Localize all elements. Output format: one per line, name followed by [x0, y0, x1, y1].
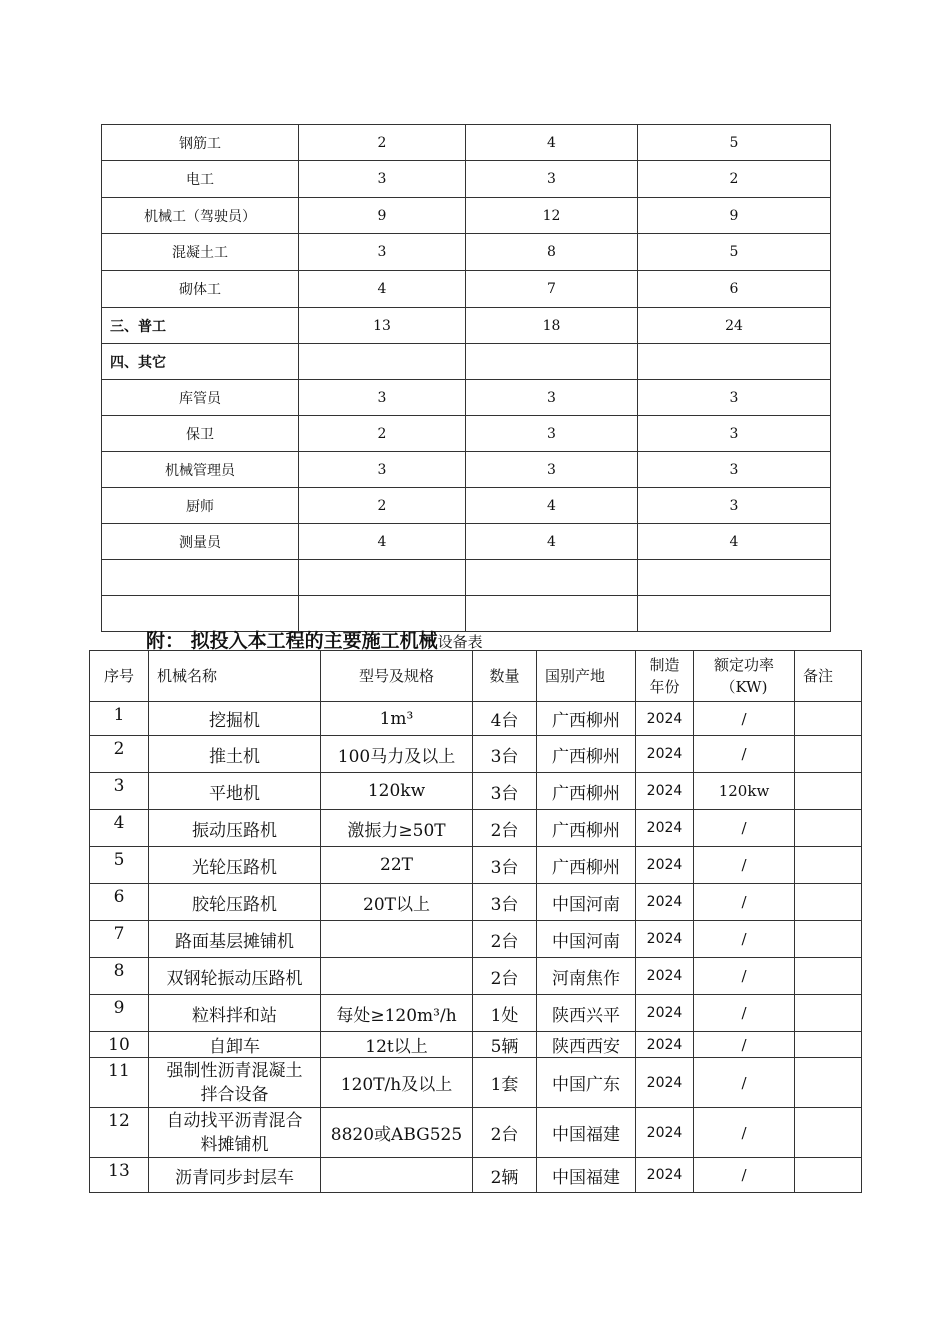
staffing-count-cell: 4 [299, 271, 466, 308]
machine-model [321, 921, 473, 958]
staffing-count-cell [299, 560, 466, 596]
machine-note [795, 736, 862, 773]
staffing-count-cell: 3 [299, 161, 466, 198]
staffing-count-cell: 3 [638, 452, 831, 488]
machine-qty: 3台 [473, 884, 537, 921]
machine-year: 2024 [636, 847, 694, 884]
staffing-role-cell: 钢筋工 [102, 125, 299, 161]
machine-origin: 中国河南 [537, 921, 636, 958]
machine-name: 粒料拌和站 [149, 995, 321, 1032]
machinery-row [90, 1108, 862, 1158]
header-name: 机械名称 [149, 651, 321, 702]
machine-power: / [694, 736, 795, 773]
machine-year: 2024 [636, 702, 694, 736]
machine-model: 每处≥120m³/h [321, 995, 473, 1032]
staffing-count-cell: 3 [466, 452, 638, 488]
machine-power: / [694, 921, 795, 958]
machine-note [795, 995, 862, 1032]
machine-model: 12t以上 [321, 1032, 473, 1058]
row-number: 4 [90, 810, 149, 847]
staffing-count-cell: 4 [466, 488, 638, 524]
staffing-count-cell: 4 [466, 125, 638, 161]
staffing-count-cell: 6 [638, 271, 831, 308]
staffing-count-cell: 7 [466, 271, 638, 308]
machine-name: 双钢轮振动压路机 [149, 958, 321, 995]
header-power [694, 651, 795, 702]
machine-model: 22T [321, 847, 473, 884]
machine-name: 胶轮压路机 [149, 884, 321, 921]
machine-power: / [694, 1058, 795, 1108]
staffing-role-cell: 电工 [102, 161, 299, 198]
staffing-role-cell: 厨师 [102, 488, 299, 524]
machinery-row [90, 958, 862, 995]
machine-note [795, 1158, 862, 1193]
machine-qty: 5辆 [473, 1032, 537, 1058]
machine-qty: 2台 [473, 921, 537, 958]
header-power-line2: （KW) [720, 678, 768, 696]
staffing-role-cell: 三、普工 [102, 308, 299, 344]
machinery-row [90, 995, 862, 1032]
machine-power: / [694, 1032, 795, 1058]
row-number: 3 [90, 773, 149, 810]
staffing-count-cell: 12 [466, 198, 638, 234]
row-number: 7 [90, 921, 149, 958]
staffing-role-cell: 机械管理员 [102, 452, 299, 488]
staffing-role-cell: 测量员 [102, 524, 299, 560]
staffing-count-cell [466, 560, 638, 596]
machinery-table [89, 650, 862, 1193]
header-origin: 国别产地 [537, 651, 636, 702]
machinery-row [90, 736, 862, 773]
row-number: 12 [90, 1108, 149, 1158]
staffing-count-cell: 3 [299, 452, 466, 488]
header-qty: 数量 [473, 651, 537, 702]
staffing-count-cell [466, 344, 638, 380]
machine-note [795, 921, 862, 958]
machine-name: 路面基层摊铺机 [149, 921, 321, 958]
machine-model: 120T/h及以上 [321, 1058, 473, 1108]
machine-power: / [694, 1108, 795, 1158]
staffing-count-cell: 4 [638, 524, 831, 560]
machine-qty: 2台 [473, 958, 537, 995]
machine-note [795, 702, 862, 736]
machine-name: 自卸车 [149, 1032, 321, 1058]
machinery-table-caption [146, 626, 483, 653]
staffing-role-cell [102, 560, 299, 596]
header-year-line2: 年份 [649, 678, 680, 696]
machine-qty: 1套 [473, 1058, 537, 1108]
machine-origin: 中国福建 [537, 1108, 636, 1158]
header-year-line1: 制造 [649, 656, 680, 674]
machine-qty: 2台 [473, 1108, 537, 1158]
header-note: 备注 [795, 651, 862, 702]
machine-note [795, 958, 862, 995]
machine-note [795, 810, 862, 847]
machine-name: 推土机 [149, 736, 321, 773]
machine-year: 2024 [636, 921, 694, 958]
header-model: 型号及规格 [321, 651, 473, 702]
machinery-row [90, 1058, 862, 1108]
machine-year: 2024 [636, 773, 694, 810]
staffing-count-cell: 8 [466, 234, 638, 271]
machine-note [795, 1032, 862, 1058]
machine-qty: 2台 [473, 810, 537, 847]
staffing-table [101, 124, 831, 632]
machine-model [321, 1158, 473, 1193]
machine-qty: 2辆 [473, 1158, 537, 1193]
header-no: 序号 [90, 651, 149, 702]
machine-power: / [694, 958, 795, 995]
machine-year: 2024 [636, 1058, 694, 1108]
machine-name-line1: 自动找平沥青混合 [166, 1110, 303, 1131]
row-number: 8 [90, 958, 149, 995]
machine-model: 120kw [321, 773, 473, 810]
staffing-count-cell: 4 [466, 524, 638, 560]
machine-origin: 河南焦作 [537, 958, 636, 995]
staffing-count-cell: 5 [638, 125, 831, 161]
machine-year: 2024 [636, 1032, 694, 1058]
machine-origin: 中国广东 [537, 1058, 636, 1108]
staffing-count-cell: 3 [466, 416, 638, 452]
machine-origin: 广西柳州 [537, 736, 636, 773]
machine-name: 振动压路机 [149, 810, 321, 847]
staffing-role-cell: 保卫 [102, 416, 299, 452]
staffing-row [102, 452, 831, 488]
staffing-role-cell: 混凝土工 [102, 234, 299, 271]
machine-power: / [694, 847, 795, 884]
staffing-count-cell: 3 [466, 380, 638, 416]
caption-main: 附： 拟投入本工程的主要施工机械 [146, 630, 438, 652]
machine-power: 120kw [694, 773, 795, 810]
machine-power: / [694, 995, 795, 1032]
staffing-count-cell: 3 [299, 380, 466, 416]
header-power-line1: 额定功率 [713, 656, 774, 674]
row-number: 9 [90, 995, 149, 1032]
row-number: 5 [90, 847, 149, 884]
machine-year: 2024 [636, 1158, 694, 1193]
staffing-row [102, 271, 831, 308]
machine-origin: 广西柳州 [537, 847, 636, 884]
staffing-count-cell [638, 344, 831, 380]
machine-name-line1: 强制性沥青混凝土 [166, 1060, 303, 1081]
staffing-count-cell: 3 [638, 488, 831, 524]
machine-name-line2: 拌合设备 [200, 1084, 269, 1105]
staffing-role-cell: 砌体工 [102, 271, 299, 308]
machinery-row [90, 773, 862, 810]
staffing-count-cell: 5 [638, 234, 831, 271]
row-number: 11 [90, 1058, 149, 1108]
staffing-row [102, 125, 831, 161]
machine-note [795, 884, 862, 921]
staffing-count-cell [466, 596, 638, 632]
machinery-row [90, 810, 862, 847]
machine-year: 2024 [636, 1108, 694, 1158]
header-year [636, 651, 694, 702]
row-number: 13 [90, 1158, 149, 1193]
staffing-row [102, 344, 831, 380]
staffing-count-cell: 4 [299, 524, 466, 560]
machine-name-line2: 料摊铺机 [200, 1134, 269, 1155]
machine-origin: 陕西兴平 [537, 995, 636, 1032]
staffing-count-cell: 13 [299, 308, 466, 344]
machine-year: 2024 [636, 884, 694, 921]
staffing-count-cell: 3 [466, 161, 638, 198]
machinery-row [90, 884, 862, 921]
machinery-row [90, 1032, 862, 1058]
machine-power: / [694, 810, 795, 847]
machine-model: 8820或ABG525 [321, 1108, 473, 1158]
staffing-row [102, 161, 831, 198]
staffing-row [102, 234, 831, 271]
machine-year: 2024 [636, 736, 694, 773]
machine-origin: 广西柳州 [537, 773, 636, 810]
staffing-row [102, 524, 831, 560]
staffing-row [102, 488, 831, 524]
staffing-count-cell: 2 [299, 125, 466, 161]
machine-qty: 3台 [473, 736, 537, 773]
machine-model: 激振力≥50T [321, 810, 473, 847]
machine-qty: 3台 [473, 773, 537, 810]
row-number: 1 [90, 702, 149, 736]
machine-note [795, 847, 862, 884]
machine-year: 2024 [636, 958, 694, 995]
machine-name [149, 1108, 321, 1158]
machine-year: 2024 [636, 810, 694, 847]
machine-power: / [694, 884, 795, 921]
machine-note [795, 1058, 862, 1108]
machinery-row [90, 847, 862, 884]
staffing-role-cell: 机械工（驾驶员） [102, 198, 299, 234]
machine-qty: 4台 [473, 702, 537, 736]
machine-origin: 广西柳州 [537, 702, 636, 736]
machine-model [321, 958, 473, 995]
machine-power: / [694, 1158, 795, 1193]
machine-origin: 中国福建 [537, 1158, 636, 1193]
staffing-count-cell: 9 [299, 198, 466, 234]
machine-qty: 1处 [473, 995, 537, 1032]
staffing-count-cell: 2 [638, 161, 831, 198]
machinery-row [90, 1158, 862, 1193]
staffing-count-cell: 18 [466, 308, 638, 344]
header-row [90, 651, 862, 702]
machine-origin: 陕西西安 [537, 1032, 636, 1058]
machine-power: / [694, 702, 795, 736]
staffing-count-cell: 3 [638, 380, 831, 416]
machine-model: 1m³ [321, 702, 473, 736]
staffing-count-cell: 24 [638, 308, 831, 344]
machine-origin: 中国河南 [537, 884, 636, 921]
staffing-count-cell [299, 344, 466, 380]
machine-name [149, 1058, 321, 1108]
staffing-count-cell [638, 596, 831, 632]
staffing-row [102, 416, 831, 452]
caption-suffix: 设备表 [437, 633, 483, 651]
machine-origin: 广西柳州 [537, 810, 636, 847]
staffing-role-cell: 库管员 [102, 380, 299, 416]
staffing-count-cell: 2 [299, 416, 466, 452]
row-number: 10 [90, 1032, 149, 1058]
machinery-row [90, 702, 862, 736]
staffing-row [102, 308, 831, 344]
staffing-role-cell: 四、其它 [102, 344, 299, 380]
machine-qty: 3台 [473, 847, 537, 884]
row-number: 6 [90, 884, 149, 921]
staffing-row [102, 380, 831, 416]
staffing-count-cell: 3 [299, 234, 466, 271]
machine-name: 平地机 [149, 773, 321, 810]
staffing-row [102, 198, 831, 234]
machine-note [795, 773, 862, 810]
machine-name: 光轮压路机 [149, 847, 321, 884]
staffing-count-cell: 3 [638, 416, 831, 452]
machine-note [795, 1108, 862, 1158]
staffing-count-cell [638, 560, 831, 596]
machinery-row [90, 921, 862, 958]
staffing-row [102, 560, 831, 596]
machine-name: 沥青同步封层车 [149, 1158, 321, 1193]
row-number: 2 [90, 736, 149, 773]
machine-name: 挖掘机 [149, 702, 321, 736]
staffing-count-cell: 2 [299, 488, 466, 524]
machine-model: 20T以上 [321, 884, 473, 921]
staffing-count-cell: 9 [638, 198, 831, 234]
machine-model: 100马力及以上 [321, 736, 473, 773]
machine-year: 2024 [636, 995, 694, 1032]
